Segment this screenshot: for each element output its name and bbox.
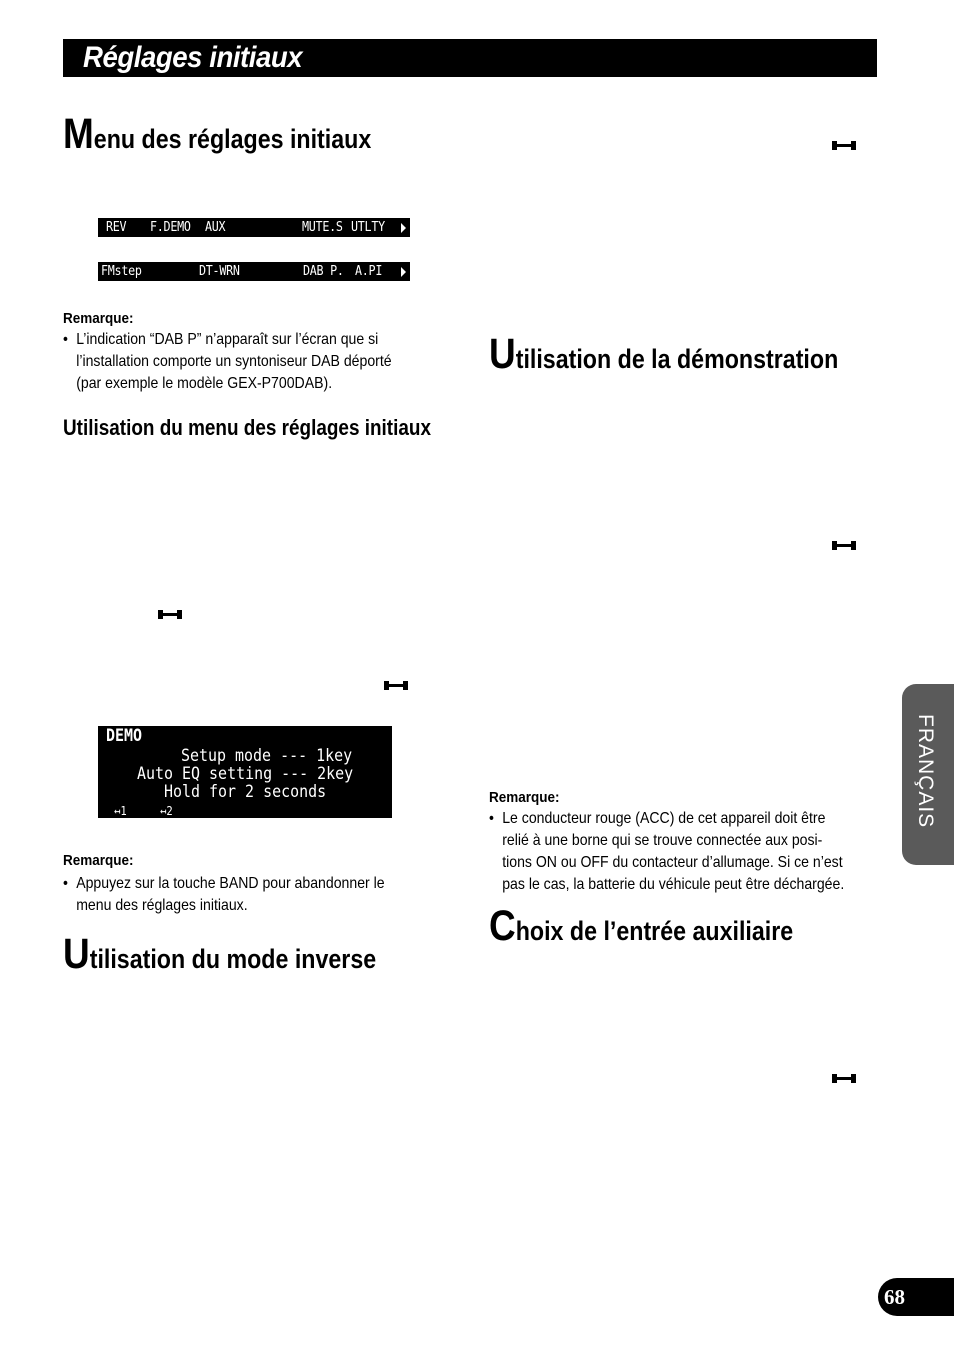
remark-label: Remarque: (489, 789, 560, 806)
lcd-arrow-right-icon (401, 267, 406, 277)
section-title-text: tilisation de la démonstration (515, 344, 839, 374)
end-mark-icon (384, 681, 408, 691)
note-line: Le conducteur rouge (ACC) de cet appareil doit être (502, 810, 826, 827)
section-title-demonstration (489, 330, 839, 378)
demo-title: DEMO (106, 726, 143, 746)
lcd-item-mutes: MUTE.S (302, 220, 343, 235)
subsection-title: Utilisation du menu des réglages initiaux (63, 415, 431, 440)
language-label: FRANÇAIS (914, 714, 937, 829)
lcd-item-fmstep: FMstep (101, 264, 142, 279)
page-number: 68 (884, 1285, 905, 1309)
page-title: Réglages initiaux (83, 41, 303, 74)
section-initial: U (489, 330, 516, 378)
remark-label: Remarque: (63, 852, 134, 869)
end-mark-icon (832, 141, 856, 151)
lcd-item-utlty: UTLTY (351, 220, 385, 235)
lcd-menu-display-2 (98, 262, 410, 281)
note-line: L’indication “DAB P” n’apparaît sur l’écran que si (76, 331, 379, 348)
demo-line-2: Auto EQ setting --- 2key (137, 764, 354, 784)
bullet: • (489, 810, 494, 827)
demo-line-1: Setup mode --- 1key (181, 746, 353, 766)
end-mark-icon (832, 541, 856, 551)
demo-marker-2: ↤2 (160, 804, 173, 818)
lcd-item-api: A.PI (355, 264, 383, 279)
demo-marker-1: ↤1 (114, 804, 127, 818)
header-bar (63, 39, 877, 77)
remark-label: Remarque: (63, 310, 134, 327)
lcd-item-rev: REV (106, 220, 127, 235)
note-line: (par exemple le modèle GEX-P700DAB). (76, 375, 333, 392)
section-initial: C (489, 902, 516, 950)
lcd-arrow-right-icon (401, 223, 406, 233)
demo-display (98, 726, 392, 818)
remark-note (489, 808, 844, 896)
section-initial: U (63, 930, 90, 978)
section-title-entree-aux (489, 902, 794, 950)
bullet: • (63, 875, 68, 892)
remark-note (63, 873, 385, 917)
page-number-tab (878, 1278, 954, 1316)
section-title-text: hoix de l’entrée auxiliaire (515, 916, 794, 946)
note-line: pas le cas, la batterie du véhicule peut être déchargée. (502, 876, 845, 893)
note-line: menu des réglages initiaux. (76, 897, 248, 914)
note-line: l’installation comporte un syntoniseur DAB déporté (76, 353, 392, 370)
lcd-item-dtwrn: DT-WRN (199, 264, 240, 279)
remark-note (63, 329, 392, 395)
note-line: relié à une borne qui se trouve connectée aux posi- (502, 832, 823, 849)
lcd-item-aux: AUX (205, 220, 226, 235)
lcd-item-dabp: DAB P. (303, 264, 344, 279)
end-mark-icon (832, 1074, 856, 1084)
section-initial: M (63, 110, 94, 158)
section-title-mode-inverse (63, 930, 377, 978)
section-title-text: tilisation du mode inverse (89, 944, 377, 974)
lcd-item-fdemo: F.DEMO (150, 220, 191, 235)
section-title-text: enu des réglages initiaux (93, 124, 372, 154)
section-title-menu (63, 110, 372, 158)
language-tab (902, 684, 954, 865)
bullet: • (63, 331, 68, 348)
note-line: Appuyez sur la touche BAND pour abandonner le (76, 875, 385, 892)
demo-line-3: Hold for 2 seconds (164, 782, 327, 802)
note-line: tions ON ou OFF du contacteur d’allumage. Si ce n’est (502, 854, 843, 871)
end-mark-icon (158, 610, 182, 620)
lcd-menu-display (98, 218, 410, 237)
